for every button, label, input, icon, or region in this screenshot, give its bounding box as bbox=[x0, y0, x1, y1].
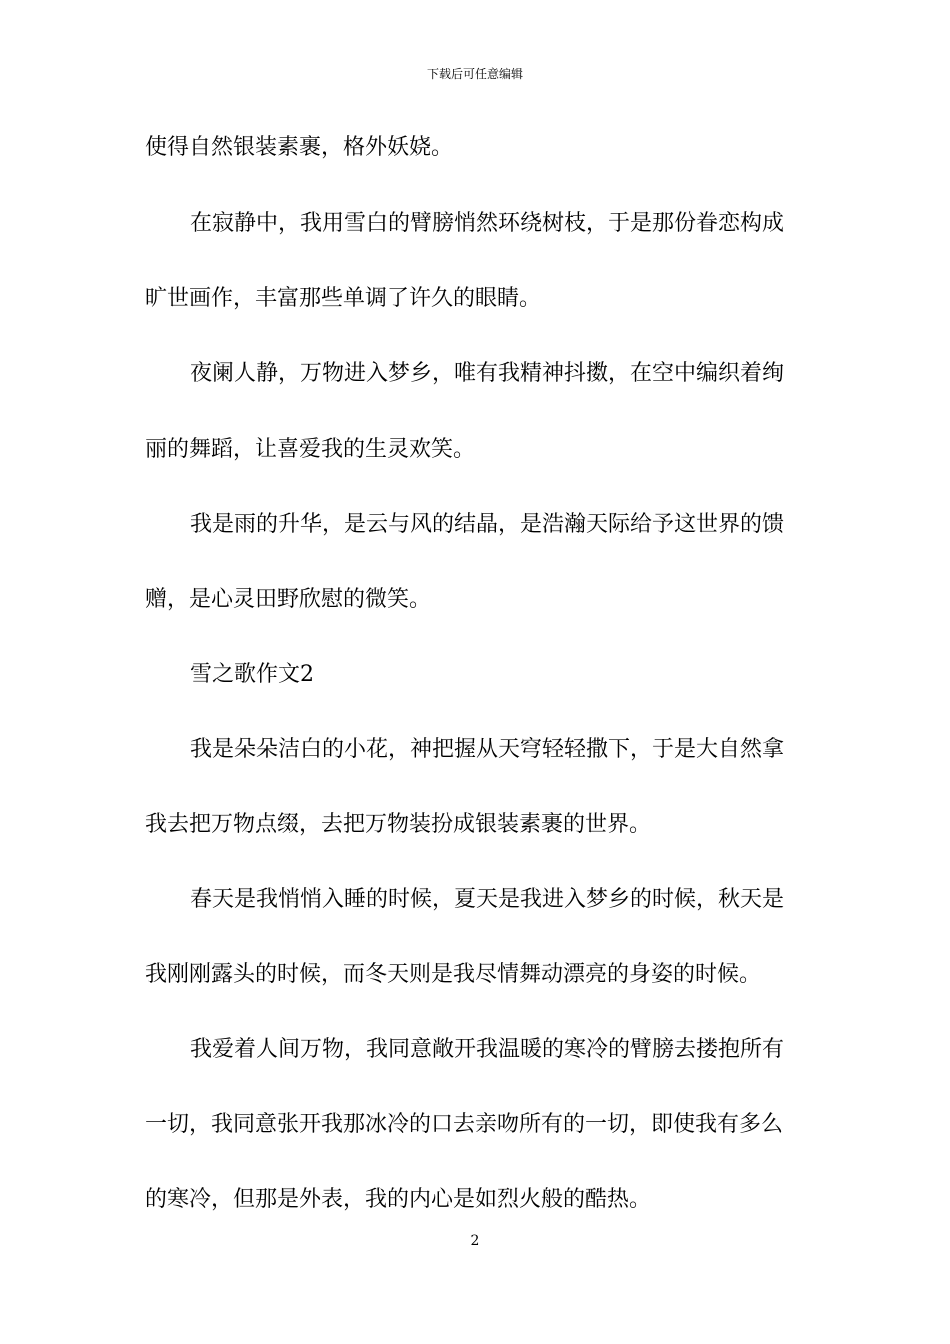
paragraph-start: 我是雨的升华，是云与风的结晶，是浩瀚天际给予这世界的馈 bbox=[190, 512, 785, 537]
text-line: 使得自然银装素裹，格外妖娆。 bbox=[145, 135, 454, 160]
text-line: 丽的舞蹈，让喜爱我的生灵欢笑。 bbox=[145, 437, 476, 462]
text-line: 我去把万物点缀，去把万物装扮成银装素裹的世界。 bbox=[145, 812, 652, 837]
section-heading: 雪之歌作文2 bbox=[190, 662, 314, 687]
paragraph-start: 春天是我悄悄入睡的时候，夏天是我进入梦乡的时候，秋天是 bbox=[190, 887, 785, 912]
text-line: 一切，我同意张开我那冰冷的口去亲吻所有的一切，即使我有多么 bbox=[145, 1112, 784, 1137]
paragraph-start: 在寂静中，我用雪白的臂膀悄然环绕树枝，于是那份眷恋构成 bbox=[190, 211, 785, 236]
page-number: 2 bbox=[470, 1233, 480, 1249]
page-header: 下载后可任意编辑 bbox=[426, 67, 523, 81]
text-line: 旷世画作，丰富那些单调了许久的眼睛。 bbox=[145, 286, 542, 311]
paragraph-start: 夜阑人静，万物进入梦乡，唯有我精神抖擞，在空中编织着绚 bbox=[190, 361, 785, 386]
paragraph-start: 我爱着人间万物，我同意敞开我温暖的寒冷的臂膀去搂抱所有 bbox=[190, 1037, 785, 1062]
text-line: 赠，是心灵田野欣慰的微笑。 bbox=[145, 587, 432, 612]
text-line: 的寒冷，但那是外表，我的内心是如烈火般的酷热。 bbox=[145, 1187, 652, 1212]
paragraph-start: 我是朵朵洁白的小花，神把握从天穹轻轻撒下，于是大自然拿 bbox=[190, 737, 785, 762]
text-line: 我刚刚露头的时候，而冬天则是我尽情舞动漂亮的身姿的时候。 bbox=[145, 962, 762, 987]
